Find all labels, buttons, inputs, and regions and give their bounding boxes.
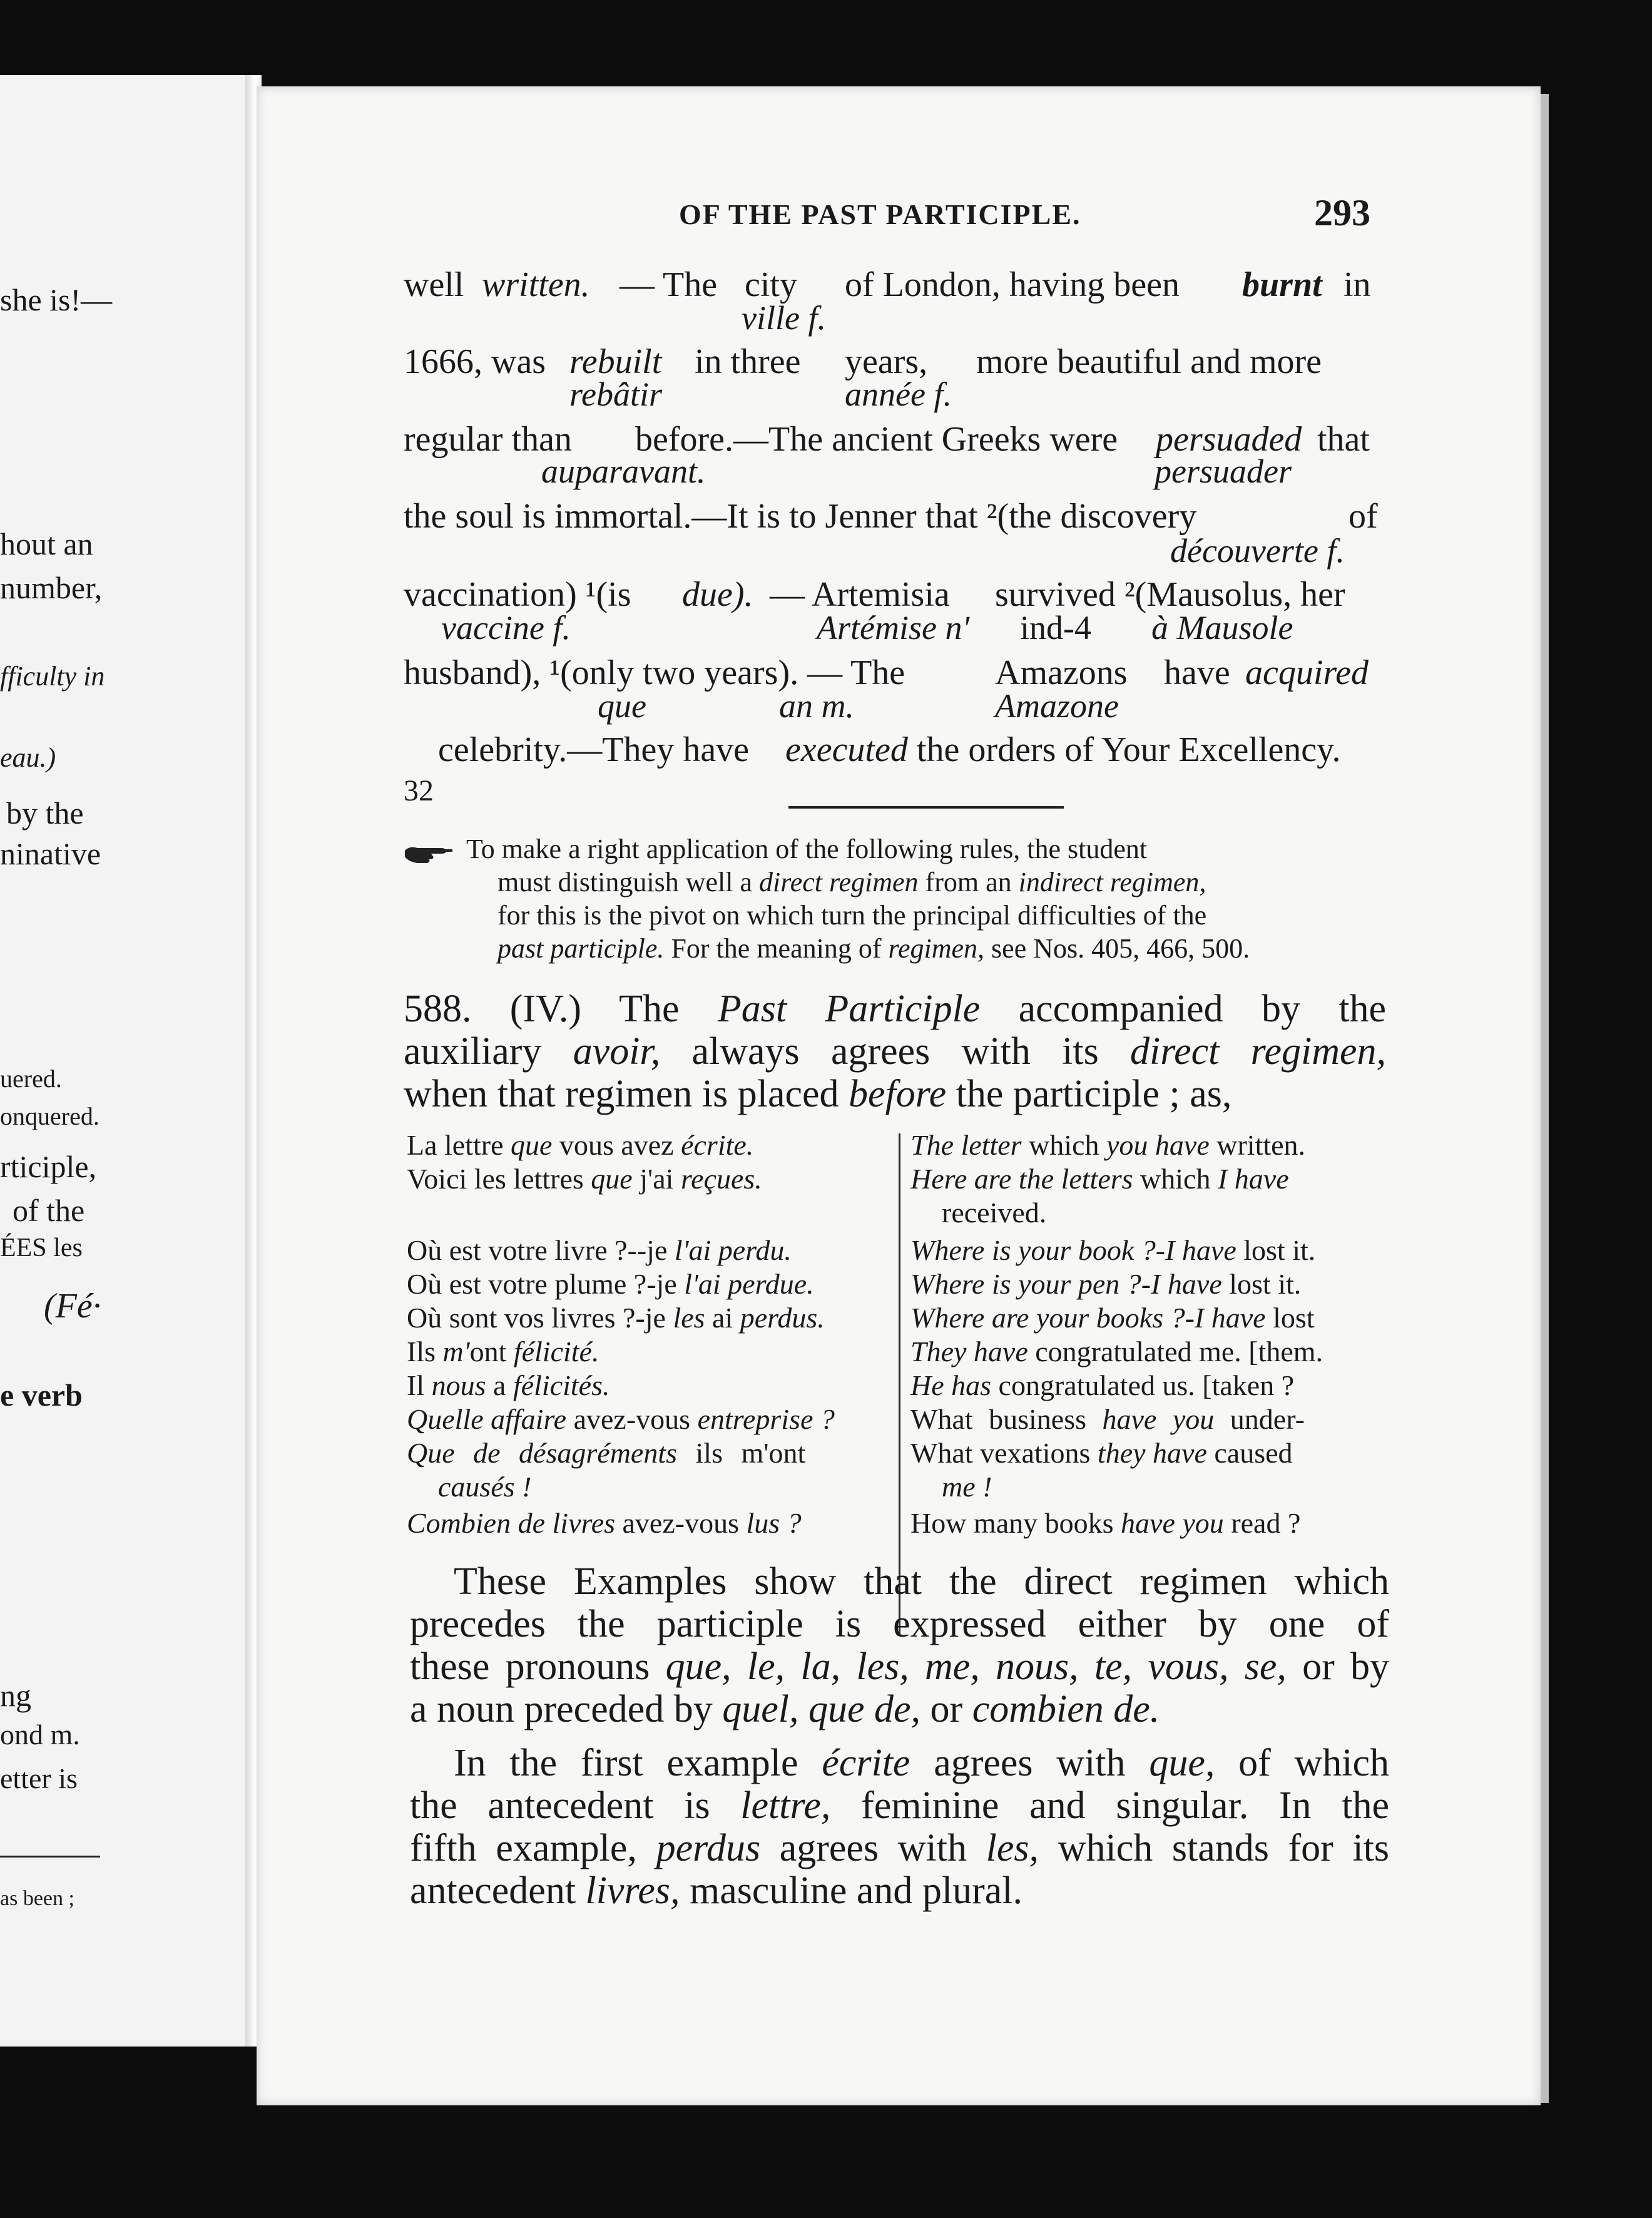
text: survived ²(Mausolus, her <box>995 575 1345 614</box>
french-example <box>407 1436 901 1470</box>
french-example <box>407 1301 901 1335</box>
text: What vexations <box>910 1437 1098 1469</box>
exercise-number: 32 <box>404 774 434 807</box>
text: que <box>591 1163 633 1195</box>
rule-line-3 <box>404 1073 1386 1115</box>
text: vaccine f. <box>441 609 571 646</box>
text: direct regimen, <box>1130 1030 1387 1073</box>
text: years, <box>845 342 928 381</box>
paragraph-examples-explanation <box>410 1560 1389 1730</box>
text: from an <box>925 867 1012 897</box>
left-fragment: as been ; <box>0 1887 74 1910</box>
text: Que de désagréments <box>407 1437 678 1469</box>
text: livres, <box>585 1869 680 1912</box>
text: written. <box>1209 1129 1306 1161</box>
text: nous <box>431 1369 486 1401</box>
text: Amazons <box>995 653 1128 692</box>
text: of London, having been <box>845 265 1180 304</box>
left-fragment: onquered. <box>0 1102 99 1130</box>
text: the participle ; as, <box>956 1073 1232 1115</box>
text: les <box>673 1302 705 1334</box>
text: city <box>745 265 797 304</box>
text: entreprise ? <box>697 1403 835 1435</box>
rule-line-1 <box>404 988 1386 1030</box>
text: past participle. <box>497 933 665 964</box>
text: executed <box>785 730 908 769</box>
french-example <box>407 1234 901 1267</box>
exercise-gloss <box>404 687 1380 725</box>
exercise-gloss <box>404 452 1380 490</box>
text: received. <box>942 1197 1047 1229</box>
text: when that regimen is placed <box>404 1073 839 1115</box>
left-fragment: (Fé· <box>44 1287 101 1326</box>
french-example <box>407 1335 901 1369</box>
french-example <box>407 1470 932 1504</box>
text: a <box>486 1369 513 1401</box>
para-line: precedes the participle is expressed either by one of <box>410 1603 1389 1645</box>
text: perdue. <box>728 1268 814 1300</box>
text: l'ai <box>674 1234 711 1266</box>
text: La lettre <box>407 1129 511 1161</box>
text: agrees with <box>779 1827 967 1869</box>
text: à Mausole <box>1151 609 1293 646</box>
text: me ! <box>942 1471 992 1503</box>
text: which <box>1021 1129 1106 1161</box>
text: husband), ¹(only two years). — The <box>404 653 905 692</box>
text: celebrity.—They have <box>438 730 750 769</box>
left-fragment: uered. <box>0 1065 62 1093</box>
english-example <box>910 1128 1399 1162</box>
text: vaccination) ¹(is <box>404 575 631 614</box>
text: lettre, <box>740 1784 831 1827</box>
text: in three <box>695 342 801 381</box>
text: indirect regimen, <box>1018 867 1206 897</box>
text: masculine and plural. <box>690 1869 1022 1912</box>
text: For the meaning of <box>671 933 882 964</box>
text: Ils <box>407 1336 443 1367</box>
exercise-gloss <box>404 376 1380 413</box>
para-line <box>410 1688 1389 1730</box>
note-line-2 <box>404 866 1392 899</box>
text: an m. <box>779 687 854 725</box>
text: which stands for its <box>1058 1827 1390 1869</box>
english-example <box>910 1436 1399 1470</box>
exercise-line <box>404 496 1380 536</box>
left-fragment: by the <box>6 795 84 830</box>
text: They have <box>910 1336 1028 1367</box>
text: 588. (IV.) The <box>404 988 680 1030</box>
text: due). <box>682 575 753 614</box>
text: reçues. <box>680 1163 762 1195</box>
text <box>711 1234 718 1266</box>
text: of which <box>1238 1742 1390 1784</box>
text: avoir, <box>573 1030 661 1073</box>
left-fragment: e verb <box>0 1377 83 1413</box>
text: que <box>511 1129 553 1161</box>
french-example <box>407 1506 901 1540</box>
text: rebuilt <box>569 342 662 381</box>
left-fragment: number, <box>0 570 103 605</box>
examples-table <box>407 1128 1395 1635</box>
left-fragment: she is!— <box>0 282 113 317</box>
text: Où sont vos livres ?-je <box>407 1302 673 1334</box>
text: they have <box>1097 1437 1207 1469</box>
text: j'ai <box>632 1163 681 1195</box>
text: How many books <box>910 1507 1121 1539</box>
text: vous avez <box>552 1129 681 1161</box>
text: l'ai <box>684 1268 721 1300</box>
left-fragment: ng <box>0 1678 31 1713</box>
text: — Artemisia <box>770 575 950 614</box>
text: que, le, la, les, me, nous, te, vous, se, <box>665 1645 1287 1688</box>
text: auxiliary <box>404 1030 542 1073</box>
note-line-4 <box>404 932 1392 965</box>
text: caused <box>1206 1437 1293 1469</box>
english-example <box>910 1234 1399 1267</box>
english-example <box>910 1301 1399 1335</box>
right-page <box>257 86 1541 2105</box>
text: perdu. <box>718 1234 792 1266</box>
french-example <box>407 1403 901 1436</box>
text: which <box>1133 1163 1218 1195</box>
text: the soul is immortal.—It is to Jenner that ²(the discovery <box>404 497 1197 536</box>
text: découverte f. <box>1170 532 1345 570</box>
text: lus ? <box>746 1507 802 1539</box>
text: combien de. <box>972 1688 1160 1730</box>
text: m' <box>442 1336 470 1367</box>
text: que <box>598 687 646 725</box>
text: année f. <box>845 376 952 413</box>
text: Past Participle <box>717 988 981 1030</box>
left-fragment: eau.) <box>0 742 56 773</box>
note-line-1 <box>404 832 1392 866</box>
text: félicité. <box>513 1336 599 1367</box>
text: rebâtir <box>569 376 662 413</box>
english-example <box>910 1196 1430 1230</box>
text: félicités. <box>512 1369 610 1401</box>
left-page <box>0 75 257 2047</box>
text: Where is your pen ?-I have <box>910 1268 1222 1300</box>
french-example <box>407 1162 901 1196</box>
text: écrite. <box>681 1129 754 1161</box>
text: ind-4 <box>1020 609 1091 646</box>
exercise-gloss <box>404 609 1380 646</box>
text: persuader <box>1155 452 1292 490</box>
text: written. <box>482 265 590 304</box>
text: The letter <box>910 1129 1022 1161</box>
text: — The <box>620 265 718 304</box>
paragraph-first-example <box>410 1742 1389 1912</box>
para-line <box>410 1869 1389 1912</box>
text: perdus <box>656 1827 761 1869</box>
text: Here are the letters <box>910 1163 1133 1195</box>
text: persuaded <box>1156 420 1302 459</box>
exercise-gloss <box>404 299 1380 337</box>
text: before <box>849 1073 947 1115</box>
text: always agrees with its <box>691 1030 1099 1073</box>
text: To make a right application of the following rules, the student <box>466 834 1148 864</box>
text: or <box>930 1688 963 1730</box>
left-fragment: fficulty in <box>0 661 105 692</box>
page-number: 293 <box>1314 192 1370 233</box>
english-example <box>910 1506 1399 1540</box>
text: feminine and singular. In the <box>861 1784 1390 1827</box>
text: ville f. <box>742 299 826 337</box>
text: that <box>1317 420 1370 459</box>
text: Où est votre livre ?--je <box>407 1234 675 1266</box>
text: regular than <box>404 420 572 459</box>
english-example <box>910 1470 1430 1504</box>
text: avez-vous <box>615 1507 747 1539</box>
rule-line-2 <box>404 1030 1386 1073</box>
text: lost <box>1265 1302 1315 1334</box>
para-line <box>410 1827 1389 1869</box>
text: causés ! <box>438 1471 532 1503</box>
text: Quelle affaire <box>407 1403 567 1435</box>
note-line-3: for this is the pivot on which turn the principal difficulties of the <box>497 900 1207 931</box>
text: quel, que de, <box>722 1688 921 1730</box>
text: congratulated me. [them. <box>1027 1336 1323 1367</box>
text: ont <box>469 1336 514 1367</box>
text: lost it. <box>1236 1234 1316 1266</box>
left-fragment: ÉES les <box>0 1234 83 1262</box>
text: Artémise n' <box>817 609 970 646</box>
french-example <box>407 1267 901 1301</box>
text: les, <box>986 1827 1039 1869</box>
text: ai <box>705 1302 740 1334</box>
text: accompanied by the <box>1018 988 1387 1030</box>
left-fragment: ninative <box>0 836 101 871</box>
text: see Nos. 405, 466, 500. <box>991 933 1250 964</box>
french-example <box>407 1128 901 1162</box>
english-example <box>910 1369 1399 1403</box>
text: acquired <box>1245 653 1369 692</box>
text: congratulated us. [taken ? <box>991 1369 1295 1401</box>
text: Il <box>407 1369 432 1401</box>
left-footnote-rule <box>0 1856 100 1858</box>
text: of <box>1349 497 1378 536</box>
text: or by <box>1302 1645 1390 1688</box>
para-line: These Examples show that the direct regimen which <box>454 1560 1389 1603</box>
text: must distinguish well a <box>497 867 752 897</box>
text: the antecedent is <box>410 1784 710 1827</box>
text: regimen, <box>888 933 985 964</box>
text: the orders of Your Excellency. <box>917 730 1341 769</box>
text: What business <box>910 1403 1103 1435</box>
text: fifth example, <box>410 1827 637 1869</box>
text: In the first example <box>454 1742 798 1784</box>
left-fragment: of the <box>13 1193 85 1228</box>
para-line <box>410 1742 1389 1784</box>
running-title: OF THE PAST PARTICIPLE. <box>679 198 1081 230</box>
text: He has <box>910 1369 992 1401</box>
text: écrite <box>822 1742 910 1784</box>
text: que, <box>1149 1742 1215 1784</box>
english-example <box>910 1335 1399 1369</box>
text: Voici les lettres <box>407 1163 591 1195</box>
exercise-line <box>404 730 1380 770</box>
text: burnt <box>1242 265 1322 304</box>
text: 1666, was <box>404 342 546 381</box>
left-fragment: ond m. <box>0 1719 80 1750</box>
english-example <box>910 1162 1399 1196</box>
text: I have <box>1217 1163 1289 1195</box>
rule-588 <box>404 988 1386 1115</box>
text: antecedent <box>410 1869 576 1912</box>
text: a noun preceded by <box>410 1688 713 1730</box>
text: in <box>1344 265 1371 304</box>
text: lost it. <box>1221 1268 1302 1300</box>
text: Combien de livres <box>407 1507 616 1539</box>
text: have you <box>1102 1403 1215 1435</box>
text: have <box>1164 653 1230 692</box>
text: Where is your book ?-I have <box>910 1234 1236 1266</box>
english-example <box>910 1403 1399 1436</box>
left-fragment: hout an <box>0 526 93 561</box>
para-line <box>410 1645 1389 1688</box>
text: more beautiful and more <box>976 342 1322 381</box>
pointing-hand-icon <box>404 840 454 864</box>
text: direct regimen <box>759 867 919 897</box>
text: Amazone <box>995 687 1119 725</box>
note-box <box>404 832 1392 965</box>
text: these pronouns <box>410 1645 650 1688</box>
text <box>721 1268 728 1300</box>
text: well <box>404 265 464 304</box>
text: perdus. <box>740 1302 825 1334</box>
text: Where are your books ?-I have <box>910 1302 1266 1334</box>
english-example <box>910 1267 1399 1301</box>
text: agrees with <box>934 1742 1126 1784</box>
text: you have <box>1106 1129 1210 1161</box>
text: avez-vous <box>566 1403 698 1435</box>
exercise-gloss <box>404 532 1380 570</box>
text: before.—The ancient Greeks were <box>635 420 1118 459</box>
text: auparavant. <box>541 452 706 490</box>
para-line <box>410 1784 1389 1827</box>
left-fragment: rticiple, <box>0 1149 97 1184</box>
running-header <box>257 192 1541 242</box>
text: ils m'ont <box>677 1437 806 1469</box>
text: Où est votre plume ?-je <box>407 1268 685 1300</box>
section-divider <box>788 806 1064 809</box>
text: have you <box>1121 1507 1224 1539</box>
french-example <box>407 1369 901 1403</box>
text: under- <box>1214 1403 1305 1435</box>
text: read ? <box>1223 1507 1301 1539</box>
left-fragment: etter is <box>0 1762 78 1794</box>
